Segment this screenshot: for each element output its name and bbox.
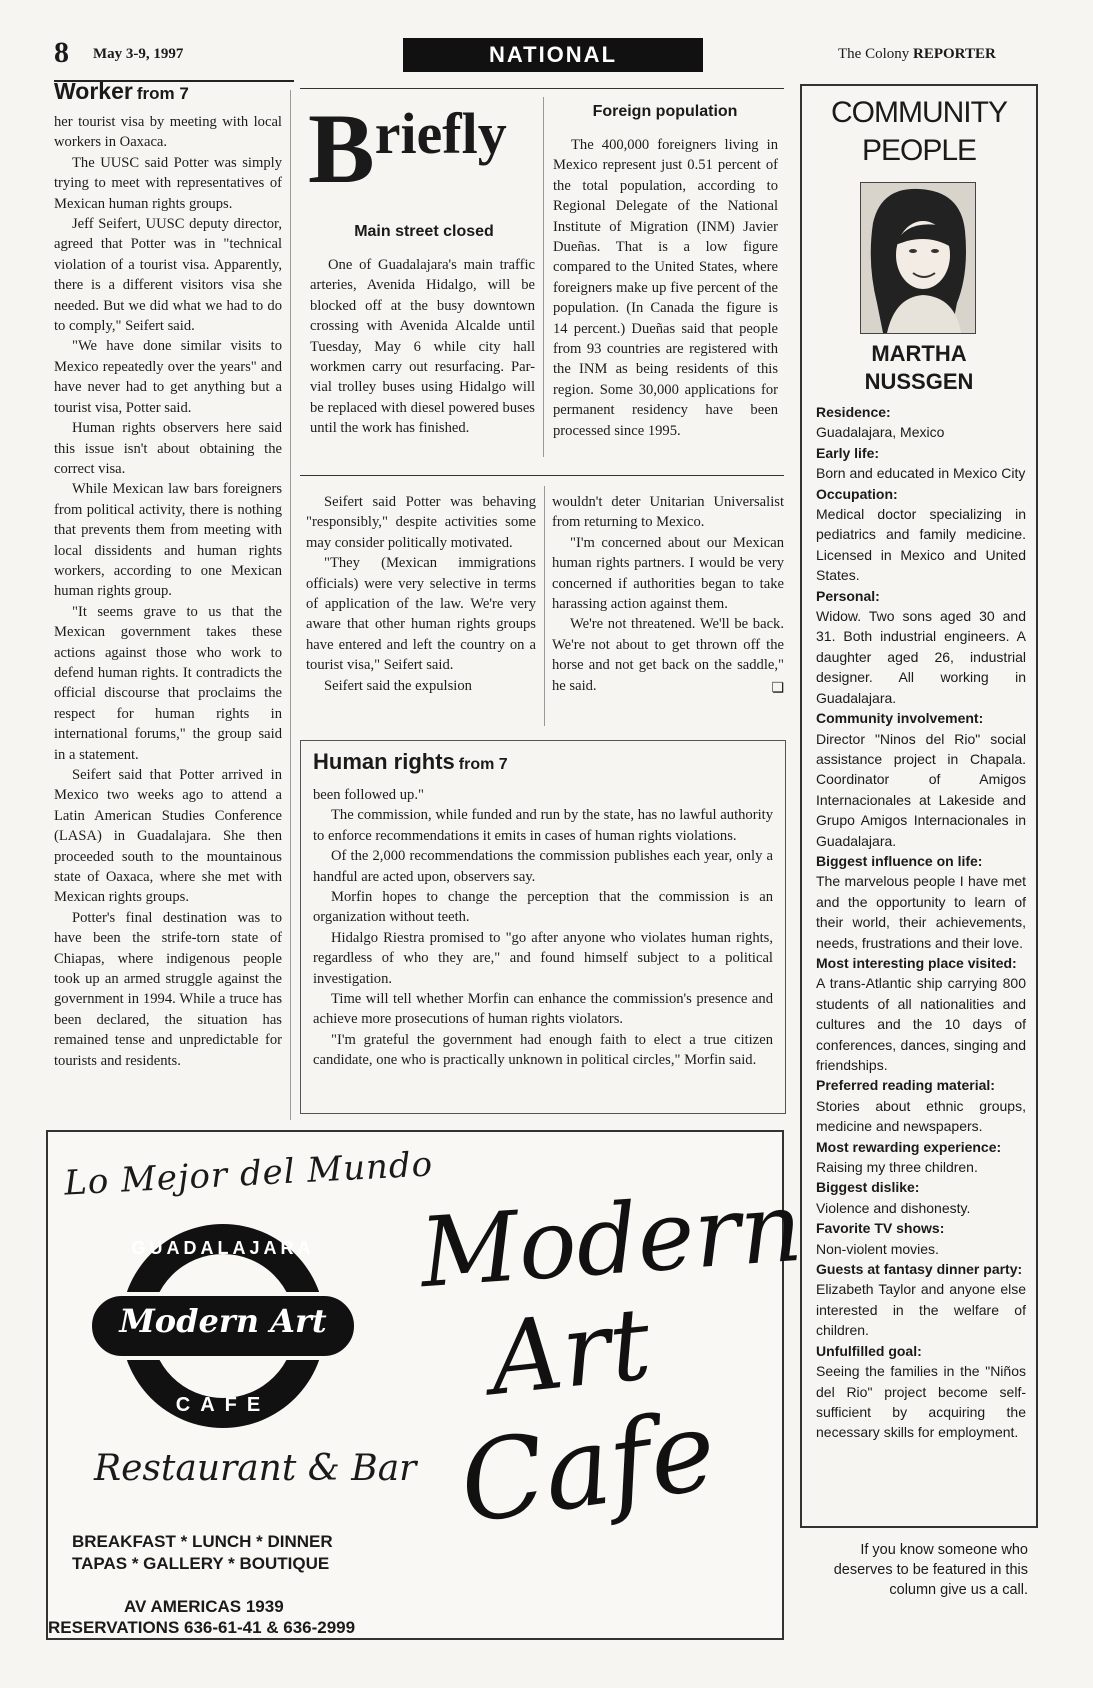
field-value: Widow. Two sons aged 30 and 31. Both industrial engineers. A daughter aged 26, industrial designer. All working in Guadalajara. [816,608,1026,706]
name-line2: NUSSGEN [864,369,974,394]
human-rights-body [313,785,773,1071]
paragraph: "It seems grave to us that the Mexican government takes these actions against those who work to defend human rights. It contradicts the official discourse that proclaims the respect for human rights in international forums," the group said in a statement. [54,603,282,763]
paragraph: wouldn't deter Unitarian Universalist from returning to Mexico. [552,494,784,531]
section-label [403,38,703,72]
community-people-title [802,94,1036,170]
ad-address: AV AMERICAS 1939 [124,1597,284,1616]
field-value: Raising my three children. [816,1159,978,1176]
human-rights-head-jump: from 7 [458,756,508,773]
worker-continuation-left [306,492,536,696]
field-label: Guests at fantasy dinner party: [816,1261,1023,1278]
field-value: Stories about ethnic groups, medicine and newspapers. [816,1097,1026,1135]
community-footer-note: If you know someone who deserves to be featured in this column give us a call. [833,1542,1028,1598]
paragraph: been followed up." [313,787,424,803]
big-script-line2: Art [484,1284,656,1419]
paper-name [838,46,996,63]
title-line1: COMMUNITY [831,96,1007,129]
name-line1: MARTHA [871,341,967,366]
paragraph: Seifert said the expulsion [324,677,472,694]
paragraph: Seifert said Potter was behaving "responsibly," despite activities some may consider politically motivated. [306,494,536,551]
paragraph: While Mexican law bars foreigners from political activity, there is nothing that prevents them from meeting with local dissidents and human rights workers, according to one Mexican human rights group. [54,481,282,600]
human-rights-box [300,740,786,1114]
paragraph: her tourist visa by meeting with local workers in Oaxaca. [54,114,282,151]
community-people-box [800,84,1038,1528]
portrait-photo [860,182,976,334]
paper-name-prefix: The Colony [838,46,910,62]
paragraph: Potter's final destination was to have been the strife-torn state of Chiapas, where indigenous people took up an armed struggle against the government in 1994. While a truce has been declared, the situation has remained tense and unpredictable for tourists and residents. [54,909,282,1069]
advertisement-modern-art-cafe [46,1130,806,1640]
human-rights-head-main: Human rights [313,749,455,774]
field-label: Early life: [816,444,880,461]
paragraph: "They (Mexican immigrations officials) were very selective in terms of application of the law. We're very aware that other human rights groups have entered and left the country on a tourist visa," Seifert said. [306,555,536,674]
ad-script-restaurant: Restaurant & Bar [94,1448,417,1489]
paragraph: The 400,000 foreigners living in Mexico represent just 0.51 percent of the total population, according to Regional Delegate of the National Institute of Migration (INM) Javier Dueñas. That is a low figure compared to the United States, where foreigners make up five percent of the population. (In Canada the figure is 14 percent.) Dueñas said that people from 93 countries are registered with the INM as being residents of this region. Some 30,000 applications for permanent residency have been processed since 1995. [553,137,778,439]
ad-badge-top: GUADALAJARA [131,1238,315,1258]
briefly-logo-rest: riefly [374,101,507,166]
paragraph: Seifert said that Potter arrived in Mexico two weeks ago to attend a Latin American Studies Conference (LASA) in Guadalajara. She then proceeded south to the mountainous state of Oaxaca, where she met with Mexican rights groups. [54,767,282,906]
paragraph: Morfin hopes to change the perception that the commission is an organization without teeth. [313,889,773,926]
briefly-logo-letter: B [308,93,375,204]
field-label: Residence: [816,404,891,420]
briefly-item1-body [310,255,535,439]
field-value: Director "Ninos del Rio" social assistance project in Chapala. Coordinator of Amigos Internacionales at Lakeside and Grupo Amigos Internacionales in Guadalajara. [816,730,1026,849]
field-value: A trans-Atlantic ship carrying 800 students of all nationalities and cultures and the 10 days of conferences, dances, singing and friendships. [816,975,1026,1073]
briefly-divider [543,97,544,457]
field-label: Occupation: [816,485,898,502]
ad-big-script [416,1170,806,1552]
field-value: Elizabeth Taylor and anyone else interested in the welfare of children. [816,1281,1026,1339]
issue-date: May 3-9, 1997 [93,46,184,62]
field-value: Non-violent movies. [816,1240,939,1257]
ad-services-line1: BREAKFAST * LUNCH * DINNER [72,1532,333,1551]
human-rights-headline [313,749,508,775]
field-value: Medical doctor specializing in pediatrics and family medicine. Licensed in Mexico and United States. [816,506,1026,584]
briefly-item2-head: Foreign population [592,103,738,120]
ad-services-line2: TAPAS * GALLERY * BOUTIQUE [72,1554,330,1573]
masthead [0,0,1093,90]
paragraph: "I'm grateful the government had enough faith to elect a true citizen candidate, one who is practically unknown in political circles," Morfin said. [313,1031,773,1069]
field-label: Biggest dislike: [816,1179,920,1196]
big-script-line3: Cafe [452,1385,724,1549]
paragraph: Of the 2,000 recommendations the commission publishes each year, only a handful are acted upon, observers say. [313,848,773,885]
field-value: Guadalajara, Mexico [816,424,945,441]
briefly-box [300,88,784,476]
column-divider [290,90,291,1120]
paragraph: "We have done similar visits to Mexico repeatedly over the years" and have never had to get anything but a tourist visa, Potter said. [54,338,282,416]
field-label: Preferred reading material: [816,1077,995,1094]
paragraph: The UUSC said Potter was simply trying to meet with representatives of Mexican human rights groups. [54,154,282,212]
field-label: Personal: [816,587,880,604]
portrait-photo-icon [861,183,975,333]
ad-badge-middle: Modern Art [119,1302,327,1340]
profile-fields [816,402,1026,1443]
field-label: Biggest influence on life: [816,852,983,869]
big-script-line1: Modern [416,1170,806,1310]
paper-name-main: REPORTER [913,46,996,62]
worker-head-jump: from 7 [136,84,189,103]
end-mark: ❏ [771,679,784,696]
field-label: Community involvement: [816,710,984,727]
paragraph: Jeff Seifert, UUSC deputy director, agreed that Potter was in "technical violation of a tourist visa. Apparently, there is a different visitors visa she needed. But we did what we had to do to comply," Seifert said. [54,216,282,335]
field-value: Violence and dishonesty. [816,1199,971,1216]
field-label: Favorite TV shows: [816,1220,945,1237]
paragraph: "I'm concerned about our Mexican human rights partners. I would be very concerned if authorities began to take harassing action against them. [552,534,784,613]
column-divider [544,486,545,726]
briefly-item1-head: Main street closed [354,223,494,240]
worker-headline [54,78,189,105]
paragraph: Hidalgo Riestra promised to "go after anyone who violates human rights, regardless of who they are," and found himself subject to a political investigation. [313,929,773,987]
field-label: Most rewarding experience: [816,1138,1002,1155]
field-label: Most interesting place visited: [816,954,1017,971]
paragraph: We're not threatened. We'll be back. We're not about to get thrown off the horse and not get back on the saddle," he said. [552,616,784,694]
field-label: Unfulfilled goal: [816,1342,922,1359]
paragraph: Human rights observers here said this issue isn't about obtaining the correct visa. [54,420,282,477]
field-value: Seeing the families in the "Niños del Rio" project become self-sufficient by acquiring the necessary skills for employment. [816,1363,1026,1441]
profile-name [802,340,1036,396]
ad-badge-bottom: CAFE [175,1394,271,1416]
ad-reservations: RESERVATIONS 636-61-41 & 636-2999 [48,1618,356,1637]
worker-story-column [54,112,282,1071]
page-number: 8 [54,36,69,69]
paragraph: The commission, while funded and run by the state, has no lawful authority to enforce recommendations it emits in cases of human rights violations. [313,807,773,844]
title-line2: PEOPLE [861,134,977,167]
field-value: Born and educated in Mexico City [816,465,1026,482]
field-value: The marvelous people I have met and the opportunity to learn of their world, their achievements, needs, frustrations and their love. [816,873,1026,951]
briefly-item2-body [553,135,778,441]
worker-continuation-right [552,492,784,696]
worker-head-main: Worker [54,78,133,104]
ad-script-tagline: Lo Mejor del Mundo [63,1144,435,1204]
paragraph: One of Guadalajara's main traffic arteries, Avenida Hidalgo, will be blocked off at the busy downtown crossing with Avenida Alcalde until Tuesday, May 6 while city hall workmen carry out resurfacing. Par-vial trolley buses using Hidalgo will be replaced with diesel powered buses until the work has finished. [310,257,535,437]
section-label-text: NATIONAL [488,42,618,67]
briefly-logo [308,93,507,204]
paragraph: Time will tell whether Morfin can enhance the commission's presence and achieve more prosecutions of human rights violators. [313,991,773,1028]
